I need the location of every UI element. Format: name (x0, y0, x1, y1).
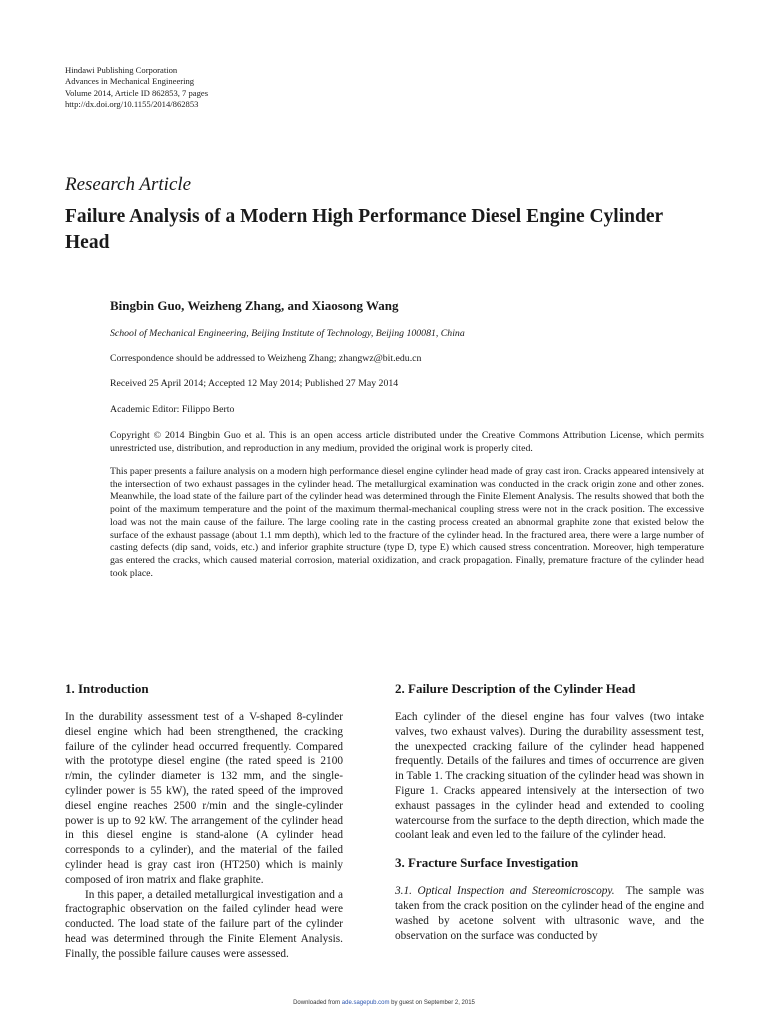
article-type: Research Article (65, 174, 192, 195)
subsection-3-1-heading: 3.1. Optical Inspection and Stereomicroscopy. (395, 885, 615, 898)
copyright-notice: Copyright © 2014 Bingbin Guo et al. This is an open access article distributed under the Creative Commons Attribution License, which permits unrestricted use, distribution, and reproduction in any medium, provided the original work is properly cited. (110, 430, 704, 454)
footer-prefix: Downloaded from (293, 1000, 341, 1006)
journal-header (65, 65, 208, 111)
abstract: This paper presents a failure analysis on a modern high performance diesel engine cylinder head made of gray cast iron. Cracks appeared intensively at the intersection of two exhaust passages in the cylinder head. The metallurgical examination was conducted in the crack origin zone and other zones. Meanwhile, the load state of the failure part of the cylinder head was determined through the Finite Element Analysis. The results showed that both the point of the maximum temperature and the point of the maximum thermal-mechanical coupling stress were not in the crack position. The excessive load was not the main cause of the failure. The large cooling rate in the casting process created an abnormal graphite zone that existed below the surface of the exhaust passage (about 1.1 mm depth), which led to the fracture of the cylinder head. In the fractured area, there were a large number of casting defects (dip sand, voids, etc.) and inferior graphite structure (type D, type E) which caused stress concentration. Moreover, high temperature gas entered the cracks, which caused material corrosion, material oxidization, and crack propagation. Finally, premature fracture of the cylinder head took place. (110, 466, 704, 579)
author-list: Bingbin Guo, Weizheng Zhang, and Xiaosong Wang (110, 298, 399, 313)
journal-line: Advances in Mechanical Engineering (65, 76, 195, 87)
doi-link[interactable]: http://dx.doi.org/10.1155/2014/862853 (65, 99, 199, 110)
correspondence: Correspondence should be addressed to Weizheng Zhang; zhangwz@bit.edu.cn (110, 353, 422, 364)
footer-suffix: by guest on September 2, 2015 (391, 1000, 475, 1006)
section-3-heading: 3. Fracture Surface Investigation (395, 855, 579, 871)
footer-link[interactable]: ade.sagepub.com (341, 1000, 390, 1006)
subsection-3-1-text: The sample was taken from the crack position on the cylinder head of the engine and washed by acetone solvent with ultrasonic wave, and the observation on the surface was conducted by (395, 885, 704, 942)
publication-dates: Received 25 April 2014; Accepted 12 May 2014; Published 27 May 2014 (110, 378, 399, 389)
download-footer (0, 1000, 768, 1006)
section-2-heading: 2. Failure Description of the Cylinder Head (395, 681, 636, 696)
paper-title: Failure Analysis of a Modern High Performance Diesel Engine Cylinder Head (65, 206, 663, 253)
academic-editor: Academic Editor: Filippo Berto (110, 404, 235, 415)
right-column (395, 681, 704, 943)
volume-line: Volume 2014, Article ID 862853, 7 pages (65, 87, 209, 98)
section-3-paragraph-1 (395, 884, 704, 943)
section-1-paragraph-2: In this paper, a detailed metallurgical investigation and a fractographic observation on the failed cylinder head were conducted. The load state of the failure part of the cylinder head was determined through the Finite Element Analysis. Finally, the possible failure causes were assessed. (65, 888, 343, 960)
section-1-paragraph-1: In the durability assessment test of a V-shaped 8-cylinder diesel engine which had been strengthened, the cracking failure of the cylinder head occurred frequently. Compared with the prototype diesel engine (the rated speed is 2100 r/min, the cylinder diameter is 132 mm, and the single-cylinder power is 55 kW), the rated speed of the improved diesel engine reaches 2500 r/min and the single-cylinder power is up to 92 kW. The arrangement of the cylinder head in this diesel engine is stand-alone (A cylinder head corresponds to a cylinder), and the material of the failed cylinder head is gray cast iron (HT250) which is mainly composed of iron matrix and flake graphite. (65, 711, 343, 886)
affiliation: School of Mechanical Engineering, Beijing Institute of Technology, Beijing 100081, China (110, 328, 465, 339)
publisher-line: Hindawi Publishing Corporation (65, 65, 178, 75)
section-2-paragraph-1: Each cylinder of the diesel engine has four valves (two intake valves, two exhaust valves). During the durability assessment test, the unexpected cracking failure of the cylinder head happened frequently. Details of the failures and times of occurrence are given in Table 1. The cracking situation of the cylinder head was shown in Figure 1. Cracks appeared intensively at the intersection of two exhaust passages in the cylinder head and extended to cooling watercourse from the surface to the depth direction, which made the coolant leak and even led to the failure of the cylinder head. (395, 711, 704, 842)
section-1-heading: 1. Introduction (65, 681, 149, 696)
left-column (65, 681, 343, 962)
